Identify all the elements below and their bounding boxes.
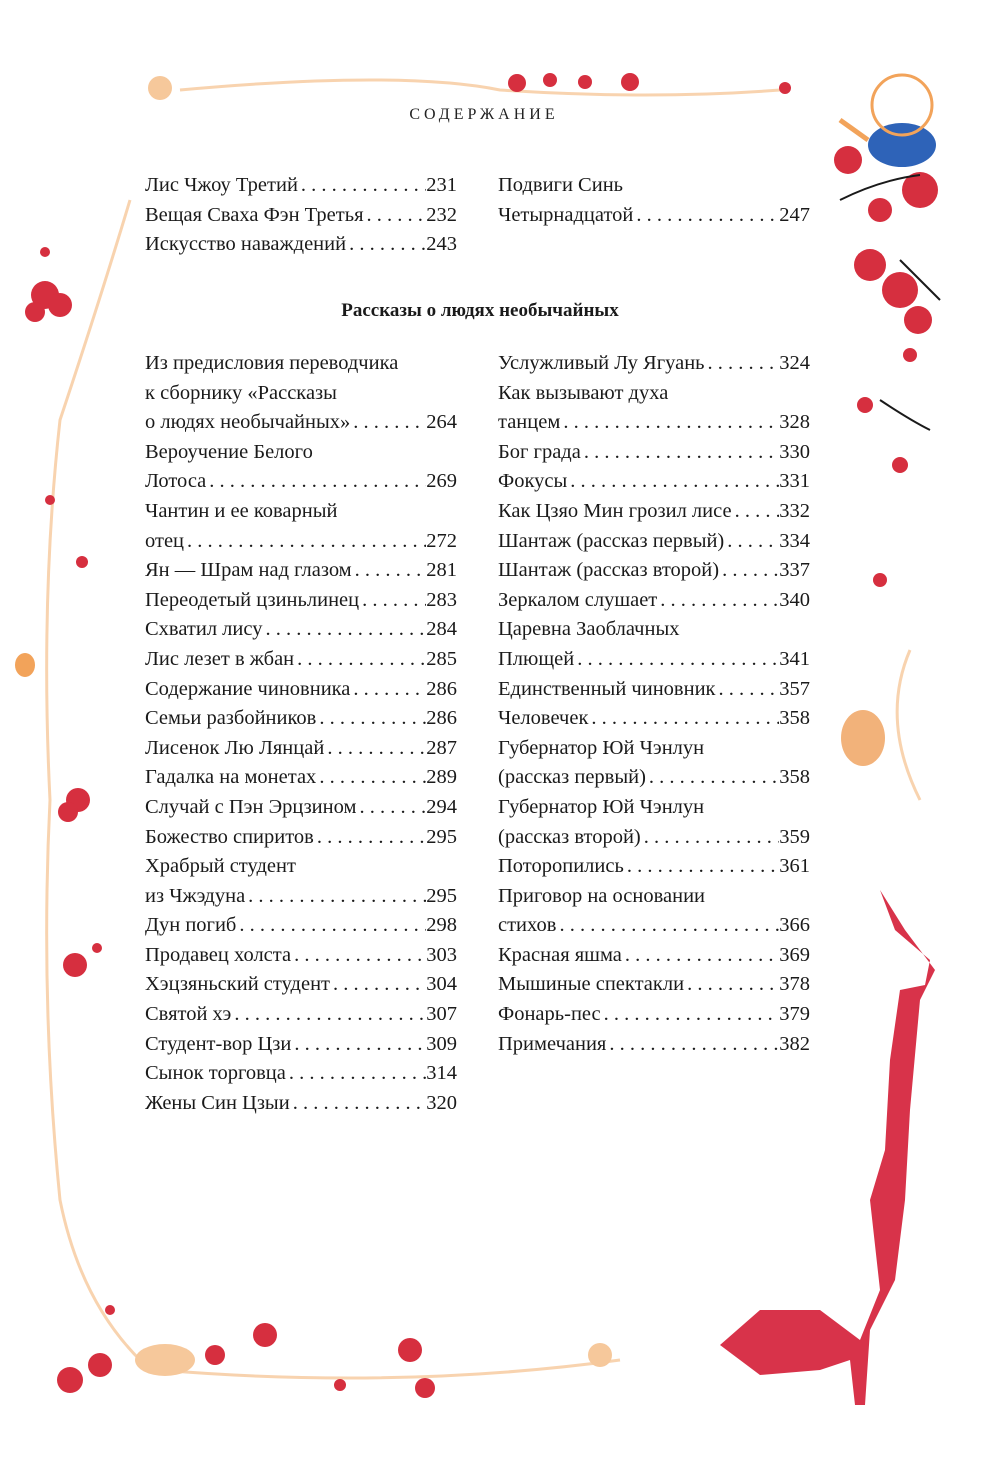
toc-entry[interactable] xyxy=(498,438,810,468)
toc-entry-line xyxy=(498,1030,810,1060)
toc-entry-title: Примечания xyxy=(498,1032,607,1055)
toc-entry[interactable] xyxy=(498,467,810,497)
toc-entry-line xyxy=(145,970,457,1000)
toc-entry-title: Жены Син Цзыи xyxy=(145,1091,290,1114)
toc-entry-title: Продавец холста xyxy=(145,943,292,966)
toc-entry[interactable] xyxy=(498,497,810,527)
toc-entry-title: Четырнадцатой xyxy=(498,203,634,226)
toc-entry-title: Случай с Пэн Эрцзином xyxy=(145,795,357,818)
toc-entry[interactable] xyxy=(145,556,457,586)
toc-entry-line xyxy=(145,1000,457,1030)
toc-entry-line xyxy=(145,734,457,764)
toc-entry-line xyxy=(145,1059,457,1089)
dot-leader xyxy=(646,763,779,793)
dot-leader xyxy=(684,970,779,1000)
toc-entry-line xyxy=(145,645,457,675)
dot-leader xyxy=(291,1030,426,1060)
toc-page-number: 357 xyxy=(779,677,810,700)
toc-entry[interactable] xyxy=(145,941,457,971)
toc-page-number: 379 xyxy=(779,1003,810,1026)
toc-entry-line xyxy=(498,556,810,586)
toc-entry-title: Приговор на основании xyxy=(498,884,706,907)
toc-entry-line xyxy=(145,941,457,971)
dot-leader xyxy=(290,1089,427,1119)
toc-page-number: 294 xyxy=(426,795,457,818)
toc-entry[interactable] xyxy=(498,556,810,586)
toc-entry-title: Плющей xyxy=(498,647,575,670)
toc-entry-line xyxy=(498,645,810,675)
toc-entry[interactable] xyxy=(498,882,810,941)
toc-entry-line xyxy=(498,438,810,468)
dot-leader xyxy=(606,1030,779,1060)
toc-entry-title: Хэцзяньский студент xyxy=(145,973,331,996)
toc-entry-line xyxy=(145,556,457,586)
toc-entry[interactable] xyxy=(145,763,457,793)
dot-leader xyxy=(184,527,426,557)
toc-page-number: 359 xyxy=(779,825,810,848)
dot-leader xyxy=(705,349,780,379)
dot-leader xyxy=(350,675,426,705)
toc-page-number: 340 xyxy=(779,588,810,611)
toc-entry-title: Поторопились xyxy=(498,855,624,878)
toc-entry-title: Мышиные спектакли xyxy=(498,973,685,996)
section-heading: Рассказы о людях необычайных xyxy=(341,300,619,321)
toc-entry[interactable] xyxy=(498,349,810,379)
dot-leader xyxy=(356,793,426,823)
toc-entry-line xyxy=(498,793,810,823)
toc-entry-line xyxy=(498,852,810,882)
toc-column-top-left xyxy=(145,171,457,260)
dot-leader xyxy=(236,911,426,941)
toc-entry-line xyxy=(498,911,810,941)
toc-entry-title: Лотоса xyxy=(145,470,207,493)
toc-entry-title: Как вызывают духа xyxy=(498,381,669,404)
toc-page-number: 303 xyxy=(426,943,457,966)
dot-leader xyxy=(624,852,779,882)
dot-leader xyxy=(641,823,780,853)
toc-entry[interactable] xyxy=(498,675,810,705)
toc-entry[interactable] xyxy=(498,941,810,971)
dot-leader xyxy=(732,497,780,527)
dot-leader xyxy=(298,171,426,201)
toc-entry-title: Как Цзяо Мин грозил лисе xyxy=(498,499,732,522)
toc-page-number: 334 xyxy=(779,529,810,552)
toc-page-number: 341 xyxy=(779,647,810,670)
toc-entry[interactable] xyxy=(498,586,810,616)
toc-entry-line xyxy=(498,704,810,734)
toc-entry-line xyxy=(145,230,457,260)
toc-page-number: 295 xyxy=(426,884,457,907)
dot-leader xyxy=(588,704,779,734)
toc-page-number: 309 xyxy=(426,1032,457,1055)
toc-entry-line xyxy=(145,586,457,616)
toc-entry-title: Лис лезет в жбан xyxy=(145,647,295,670)
toc-entry[interactable] xyxy=(145,704,457,734)
dot-leader xyxy=(359,586,426,616)
toc-entry-title: Сынок торговца xyxy=(145,1062,286,1085)
dot-leader xyxy=(601,1000,780,1030)
dot-leader xyxy=(231,1000,426,1030)
dot-leader xyxy=(350,408,426,438)
dot-leader xyxy=(622,941,779,971)
toc-entry-line xyxy=(498,675,810,705)
toc-entry-line xyxy=(145,1089,457,1119)
dot-leader xyxy=(324,734,426,764)
toc-entry-title: Лис Чжоу Третий xyxy=(145,174,298,196)
toc-entry[interactable] xyxy=(498,527,810,557)
toc-entry[interactable] xyxy=(145,1059,457,1089)
toc-entry-title: Фонарь-пес xyxy=(498,1003,601,1026)
toc-entry-title: Губернатор Юй Чэнлун xyxy=(498,795,705,818)
dot-leader xyxy=(346,230,426,260)
toc-entry-title: из Чжэдуна xyxy=(145,884,246,907)
toc-entry[interactable] xyxy=(498,734,810,793)
toc-entry-title: Чантин и ее коварный xyxy=(145,499,338,522)
toc-entry-line xyxy=(145,793,457,823)
toc-page-number: 358 xyxy=(779,766,810,789)
toc-page-number: 358 xyxy=(779,707,810,730)
toc-entry-title: Гадалка на монетах xyxy=(145,766,317,789)
toc-entry[interactable] xyxy=(498,704,810,734)
toc-page-number: 285 xyxy=(426,647,457,670)
dot-leader xyxy=(352,556,427,586)
toc-page-number: 331 xyxy=(779,470,810,493)
dot-leader xyxy=(657,586,779,616)
toc-entry-title: Вещая Сваха Фэн Третья xyxy=(145,203,364,226)
toc-entry-line xyxy=(145,882,457,912)
dot-leader xyxy=(316,763,426,793)
toc-page-number: 378 xyxy=(779,973,810,996)
toc-entry-title: Зеркалом слушает xyxy=(498,588,658,611)
toc-entry-title: Лисенок Лю Лянцай xyxy=(145,736,325,759)
toc-entry-line xyxy=(145,911,457,941)
toc-entry-line xyxy=(145,201,457,231)
toc-entry-line xyxy=(498,171,810,201)
toc-entry-line xyxy=(145,675,457,705)
dot-leader xyxy=(556,911,779,941)
toc-entry-title: Студент-вор Цзи xyxy=(145,1032,292,1055)
toc-entry-title: Вероучение Белого xyxy=(145,440,313,463)
dot-leader xyxy=(314,823,426,853)
dot-leader xyxy=(724,527,779,557)
toc-entry-title: Фокусы xyxy=(498,470,568,493)
toc-entry-title: Ян — Шрам над глазом xyxy=(145,559,352,582)
toc-page-number: 304 xyxy=(426,973,457,996)
toc-entry-line xyxy=(498,941,810,971)
toc-entry[interactable] xyxy=(145,438,457,497)
toc-entry-line xyxy=(498,408,810,438)
toc-entry-line xyxy=(145,497,457,527)
dot-leader xyxy=(719,556,779,586)
toc-entry[interactable] xyxy=(498,793,810,852)
toc-entry-line xyxy=(498,497,810,527)
toc-entry-title: Шантаж (рассказ второй) xyxy=(498,559,720,582)
toc-entry-line xyxy=(145,408,457,438)
toc-entry-title: (рассказ первый) xyxy=(498,766,646,789)
dot-leader xyxy=(633,201,779,231)
toc-entry-line xyxy=(145,704,457,734)
dot-leader xyxy=(291,941,426,971)
toc-entry-line xyxy=(498,379,810,409)
toc-page-number: 328 xyxy=(779,411,810,434)
dot-leader xyxy=(316,704,426,734)
toc-entry[interactable] xyxy=(145,349,457,438)
toc-entry-line xyxy=(145,349,457,379)
toc-entry[interactable] xyxy=(145,911,457,941)
toc-entry-title: Человечек xyxy=(498,707,589,730)
toc-page-number: 298 xyxy=(426,914,457,937)
toc-entry-title: Переодетый цзиньлинец xyxy=(145,588,360,611)
toc-entry-line xyxy=(145,379,457,409)
toc-column-left xyxy=(145,349,457,1118)
toc-entry-line xyxy=(498,1000,810,1030)
toc-entry[interactable] xyxy=(145,230,457,260)
toc-page-number: 324 xyxy=(779,352,810,374)
toc-entry[interactable] xyxy=(145,1000,457,1030)
toc-page-number: 337 xyxy=(779,559,810,582)
toc-entry-title: (рассказ второй) xyxy=(498,825,641,848)
toc-page-number: 320 xyxy=(426,1091,457,1114)
toc-column-right xyxy=(498,349,810,1059)
toc-entry[interactable] xyxy=(498,970,810,1000)
toc-page-number: 272 xyxy=(426,529,457,552)
toc-page-number: 382 xyxy=(779,1032,810,1055)
toc-page-number: 307 xyxy=(426,1003,457,1026)
dot-leader xyxy=(330,970,426,1000)
toc-entry-title: Шантаж (рассказ первый) xyxy=(498,529,725,552)
toc-page-number: 286 xyxy=(426,707,457,730)
toc-entry-line xyxy=(145,527,457,557)
toc-column-top-right xyxy=(498,171,810,230)
dot-leader xyxy=(364,201,427,231)
toc-entry[interactable] xyxy=(498,1030,810,1060)
toc-page-number: 232 xyxy=(426,203,457,226)
toc-entry[interactable] xyxy=(145,497,457,556)
toc-entry-title: танцем xyxy=(498,411,561,434)
dot-leader xyxy=(716,675,780,705)
toc-entry-title: о людях необычайных» xyxy=(145,411,351,434)
toc-page-number: 295 xyxy=(426,825,457,848)
toc-entry-title: Красная яшма xyxy=(498,943,622,966)
toc-page-number: 243 xyxy=(426,233,457,256)
toc-entry[interactable] xyxy=(498,1000,810,1030)
toc-entry-line xyxy=(145,823,457,853)
toc-page-number: 330 xyxy=(779,440,810,463)
toc-page-number: 247 xyxy=(779,203,810,226)
toc-entry-title: Божество спиритов xyxy=(145,825,314,848)
toc-entry-line xyxy=(498,734,810,764)
toc-entry-line xyxy=(498,201,810,231)
toc-entry-title: Бог града xyxy=(498,440,581,463)
toc-entry-line xyxy=(498,970,810,1000)
toc-page-number: 369 xyxy=(779,943,810,966)
toc-entry[interactable] xyxy=(145,823,457,853)
toc-page-number: 283 xyxy=(426,588,457,611)
toc-entry[interactable] xyxy=(498,379,810,438)
toc-entry-title: Услужливый Лу Ягуань xyxy=(498,352,705,374)
toc-entry[interactable] xyxy=(145,1089,457,1119)
toc-entry-line xyxy=(145,763,457,793)
toc-entry-title: отец xyxy=(145,529,185,552)
toc-entry-line xyxy=(498,882,810,912)
toc-entry-title: к сборнику «Рассказы xyxy=(145,381,337,404)
toc-entry-title: Единственный чиновник xyxy=(498,677,716,700)
toc-entry[interactable] xyxy=(145,201,457,231)
toc-entry-title: Храбрый студент xyxy=(145,855,296,878)
toc-entry[interactable] xyxy=(498,171,810,230)
dot-leader xyxy=(206,467,426,497)
toc-entry[interactable] xyxy=(498,852,810,882)
page-title: СОДЕРЖАНИЕ xyxy=(409,106,559,123)
toc-entry-title: Подвиги Синь xyxy=(498,174,624,196)
toc-entry-line xyxy=(498,586,810,616)
toc-entry[interactable] xyxy=(145,586,457,616)
dot-leader xyxy=(245,882,426,912)
dot-leader xyxy=(560,408,779,438)
toc-page-number: 264 xyxy=(426,411,457,434)
toc-page-number: 281 xyxy=(426,559,457,582)
toc-entry-line xyxy=(498,527,810,557)
dot-leader xyxy=(567,467,779,497)
dot-leader xyxy=(262,615,426,645)
toc-entry[interactable] xyxy=(145,171,457,201)
toc-entry[interactable] xyxy=(498,615,810,674)
toc-entry-line xyxy=(498,467,810,497)
dot-leader xyxy=(294,645,426,675)
toc-page-number: 366 xyxy=(779,914,810,937)
toc-entry-line xyxy=(145,467,457,497)
toc-entry-title: Схватил лису xyxy=(145,618,263,641)
toc-page-number: 289 xyxy=(426,766,457,789)
toc-entry[interactable] xyxy=(145,645,457,675)
toc-page-number: 287 xyxy=(426,736,457,759)
toc-entry[interactable] xyxy=(145,734,457,764)
toc-entry[interactable] xyxy=(145,970,457,1000)
toc-entry-title: Царевна Заоблачных xyxy=(498,618,680,641)
dot-leader xyxy=(581,438,779,468)
toc-page-number: 269 xyxy=(426,470,457,493)
toc-entry[interactable] xyxy=(145,615,457,645)
toc-entry-title: Из предисловия переводчика xyxy=(145,352,399,374)
toc-entry-title: Губернатор Юй Чэнлун xyxy=(498,736,705,759)
toc-entry-line xyxy=(498,615,810,645)
toc-entry-line xyxy=(498,349,810,379)
toc-entry-line xyxy=(145,1030,457,1060)
toc-entry[interactable] xyxy=(145,793,457,823)
toc-entry-line xyxy=(145,438,457,468)
toc-page-number: 284 xyxy=(426,618,457,641)
toc-entry-title: Содержание чиновника xyxy=(145,677,351,700)
toc-page-number: 286 xyxy=(426,677,457,700)
toc-page-number: 231 xyxy=(426,174,457,196)
toc-entry-line xyxy=(145,615,457,645)
toc-entry[interactable] xyxy=(145,1030,457,1060)
toc-page-number: 332 xyxy=(779,499,810,522)
toc-entry[interactable] xyxy=(145,675,457,705)
toc-entry-title: стихов xyxy=(498,914,557,937)
toc-entry-title: Искусство наваждений xyxy=(145,233,347,256)
toc-entry-title: Дун погиб xyxy=(145,914,237,937)
toc-entry[interactable] xyxy=(145,852,457,911)
toc-page-number: 314 xyxy=(426,1062,457,1085)
toc-page-number: 361 xyxy=(779,855,810,878)
toc-entry-line xyxy=(145,852,457,882)
toc-entry-line xyxy=(498,763,810,793)
toc-entry-line xyxy=(498,823,810,853)
toc-entry-title: Святой хэ xyxy=(145,1003,232,1026)
dot-leader xyxy=(286,1059,426,1089)
dot-leader xyxy=(574,645,779,675)
toc-entry-title: Семьи разбойников xyxy=(145,707,317,730)
toc-entry-line xyxy=(145,171,457,201)
